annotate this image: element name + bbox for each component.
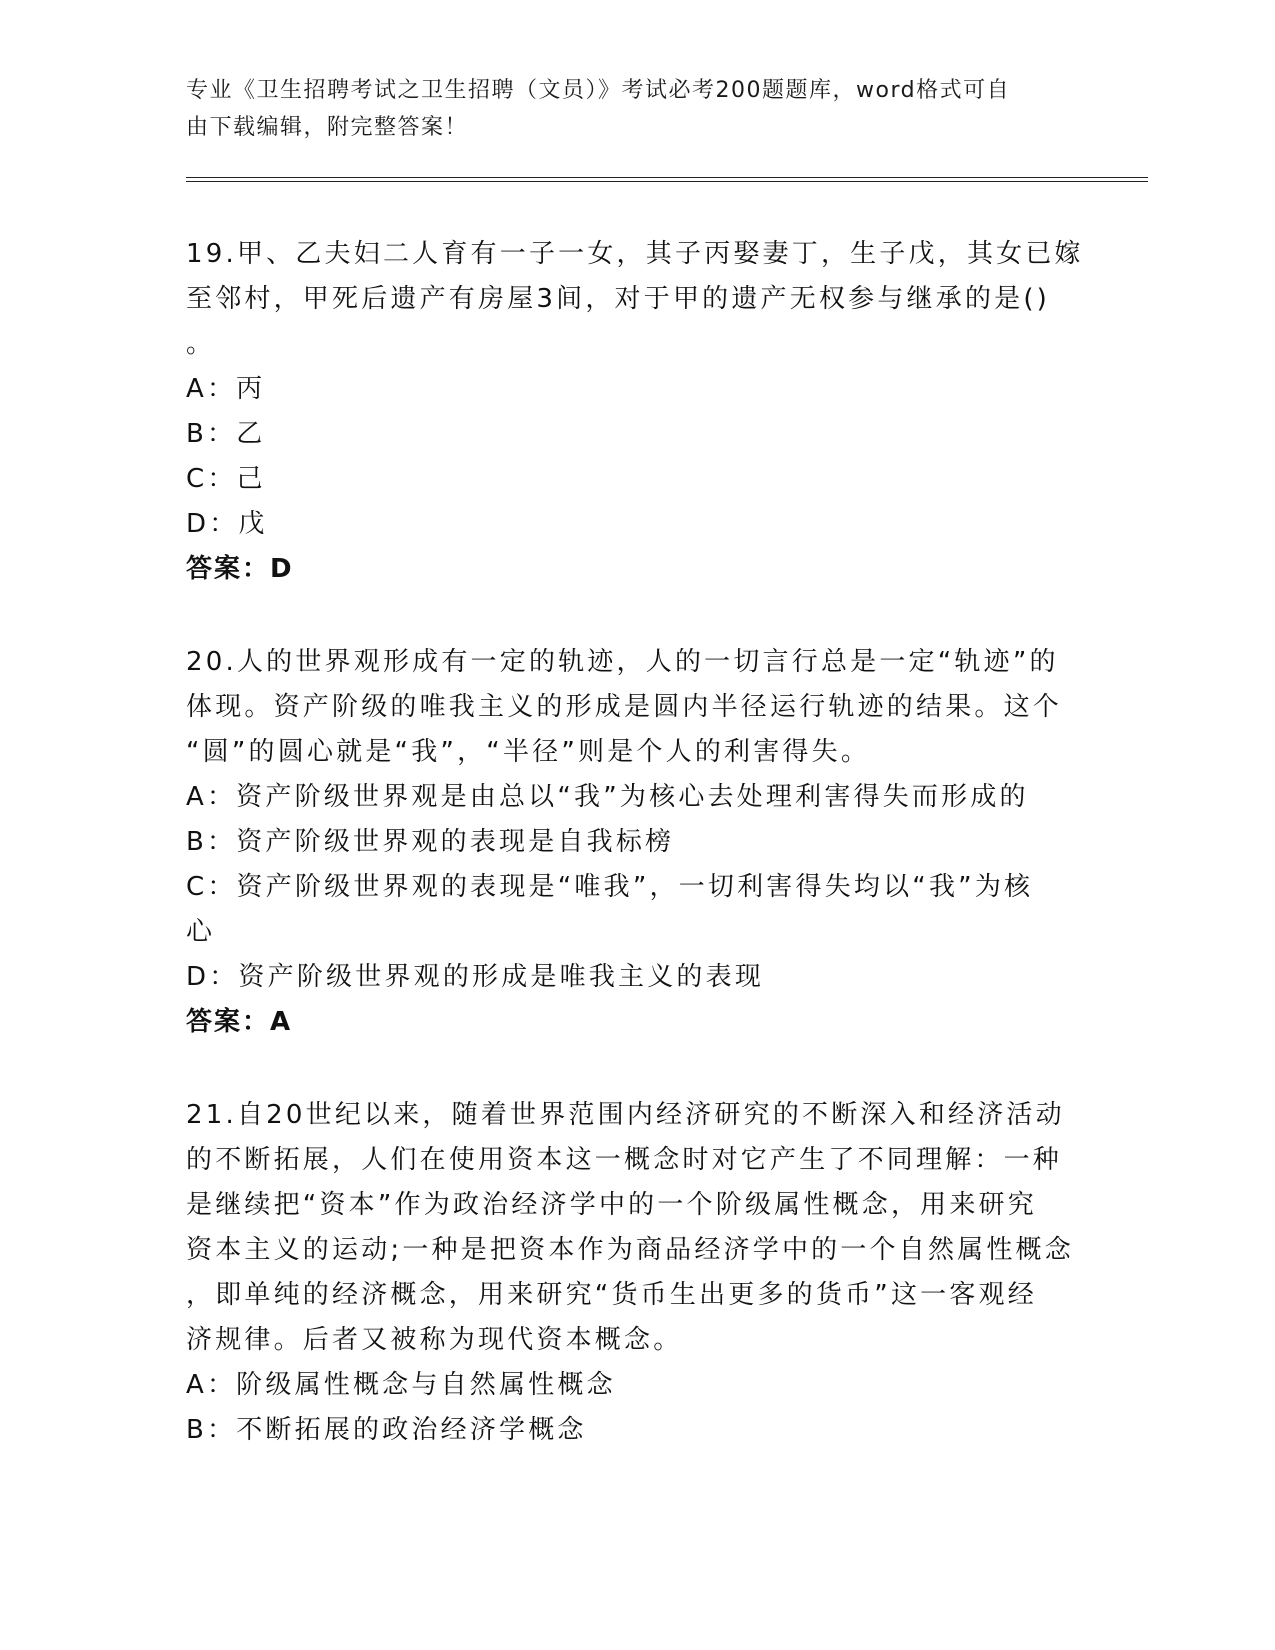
option-a: A：资产阶级世界观是由总以“我”为核心去处理利害得失而形成的: [186, 782, 1029, 812]
question-stem-line: 。: [186, 329, 216, 359]
question-stem-line: 21.自20世纪以来，随着世界范围内经济研究的不断深入和经济活动: [186, 1100, 1065, 1130]
question-stem-line: 的不断拓展，人们在使用资本这一概念时对它产生了不同理解：一种: [186, 1145, 1063, 1175]
option-d: D：资产阶级世界观的形成是唯我主义的表现: [186, 962, 765, 992]
header-divider: [186, 181, 1148, 182]
question-stem-line: ，即单纯的经济概念，用来研究“货币生出更多的货币”这一客观经: [186, 1280, 1037, 1310]
question-stem-line: 至邻村，甲死后遗产有房屋3间，对于甲的遗产无权参与继承的是(): [186, 284, 1051, 314]
answer: 答案：A: [186, 1007, 293, 1037]
option-a: A：阶级属性概念与自然属性概念: [186, 1370, 616, 1400]
question-stem-line: 19.甲、乙夫妇二人育有一子一女，其子丙娶妻丁，生子戊，其女已嫁: [186, 239, 1084, 269]
option-c-continued: 心: [186, 917, 216, 947]
option-d: D：戊: [186, 509, 268, 539]
document-header: [186, 72, 1066, 146]
answer: 答案：D: [186, 554, 294, 584]
option-b: B：乙: [186, 419, 266, 449]
header-line: 由下载编辑，附完整答案！: [186, 115, 469, 140]
option-b: B：资产阶级世界观的表现是自我标榜: [186, 827, 675, 857]
option-c: C：资产阶级世界观的表现是“唯我”，一切利害得失均以“我”为核: [186, 872, 1034, 902]
option-a: A：丙: [186, 374, 266, 404]
question-stem-line: 20.人的世界观形成有一定的轨迹，人的一切言行总是一定“轨迹”的: [186, 647, 1059, 677]
header-line: 专业《卫生招聘考试之卫生招聘（文员）》考试必考200题题库，word格式可自: [186, 78, 1011, 103]
question-stem-line: 资本主义的运动;一种是把资本作为商品经济学中的一个自然属性概念: [186, 1235, 1074, 1265]
question-stem-line: 是继续把“资本”作为政治经济学中的一个阶级属性概念，用来研究: [186, 1190, 1037, 1220]
question-19: [186, 232, 1086, 592]
option-b: B：不断拓展的政治经济学概念: [186, 1415, 587, 1445]
question-stem-line: 济规律。后者又被称为现代资本概念。: [186, 1325, 683, 1355]
option-c: C：己: [186, 464, 266, 494]
header-divider: [186, 177, 1148, 178]
question-stem-line: 体现。资产阶级的唯我主义的形成是圆内半径运行轨迹的结果。这个: [186, 692, 1063, 722]
question-20: [186, 640, 1086, 1045]
question-stem-line: “圆”的圆心就是“我”，“半径”则是个人的利害得失。: [186, 737, 871, 767]
question-21: [186, 1093, 1086, 1453]
